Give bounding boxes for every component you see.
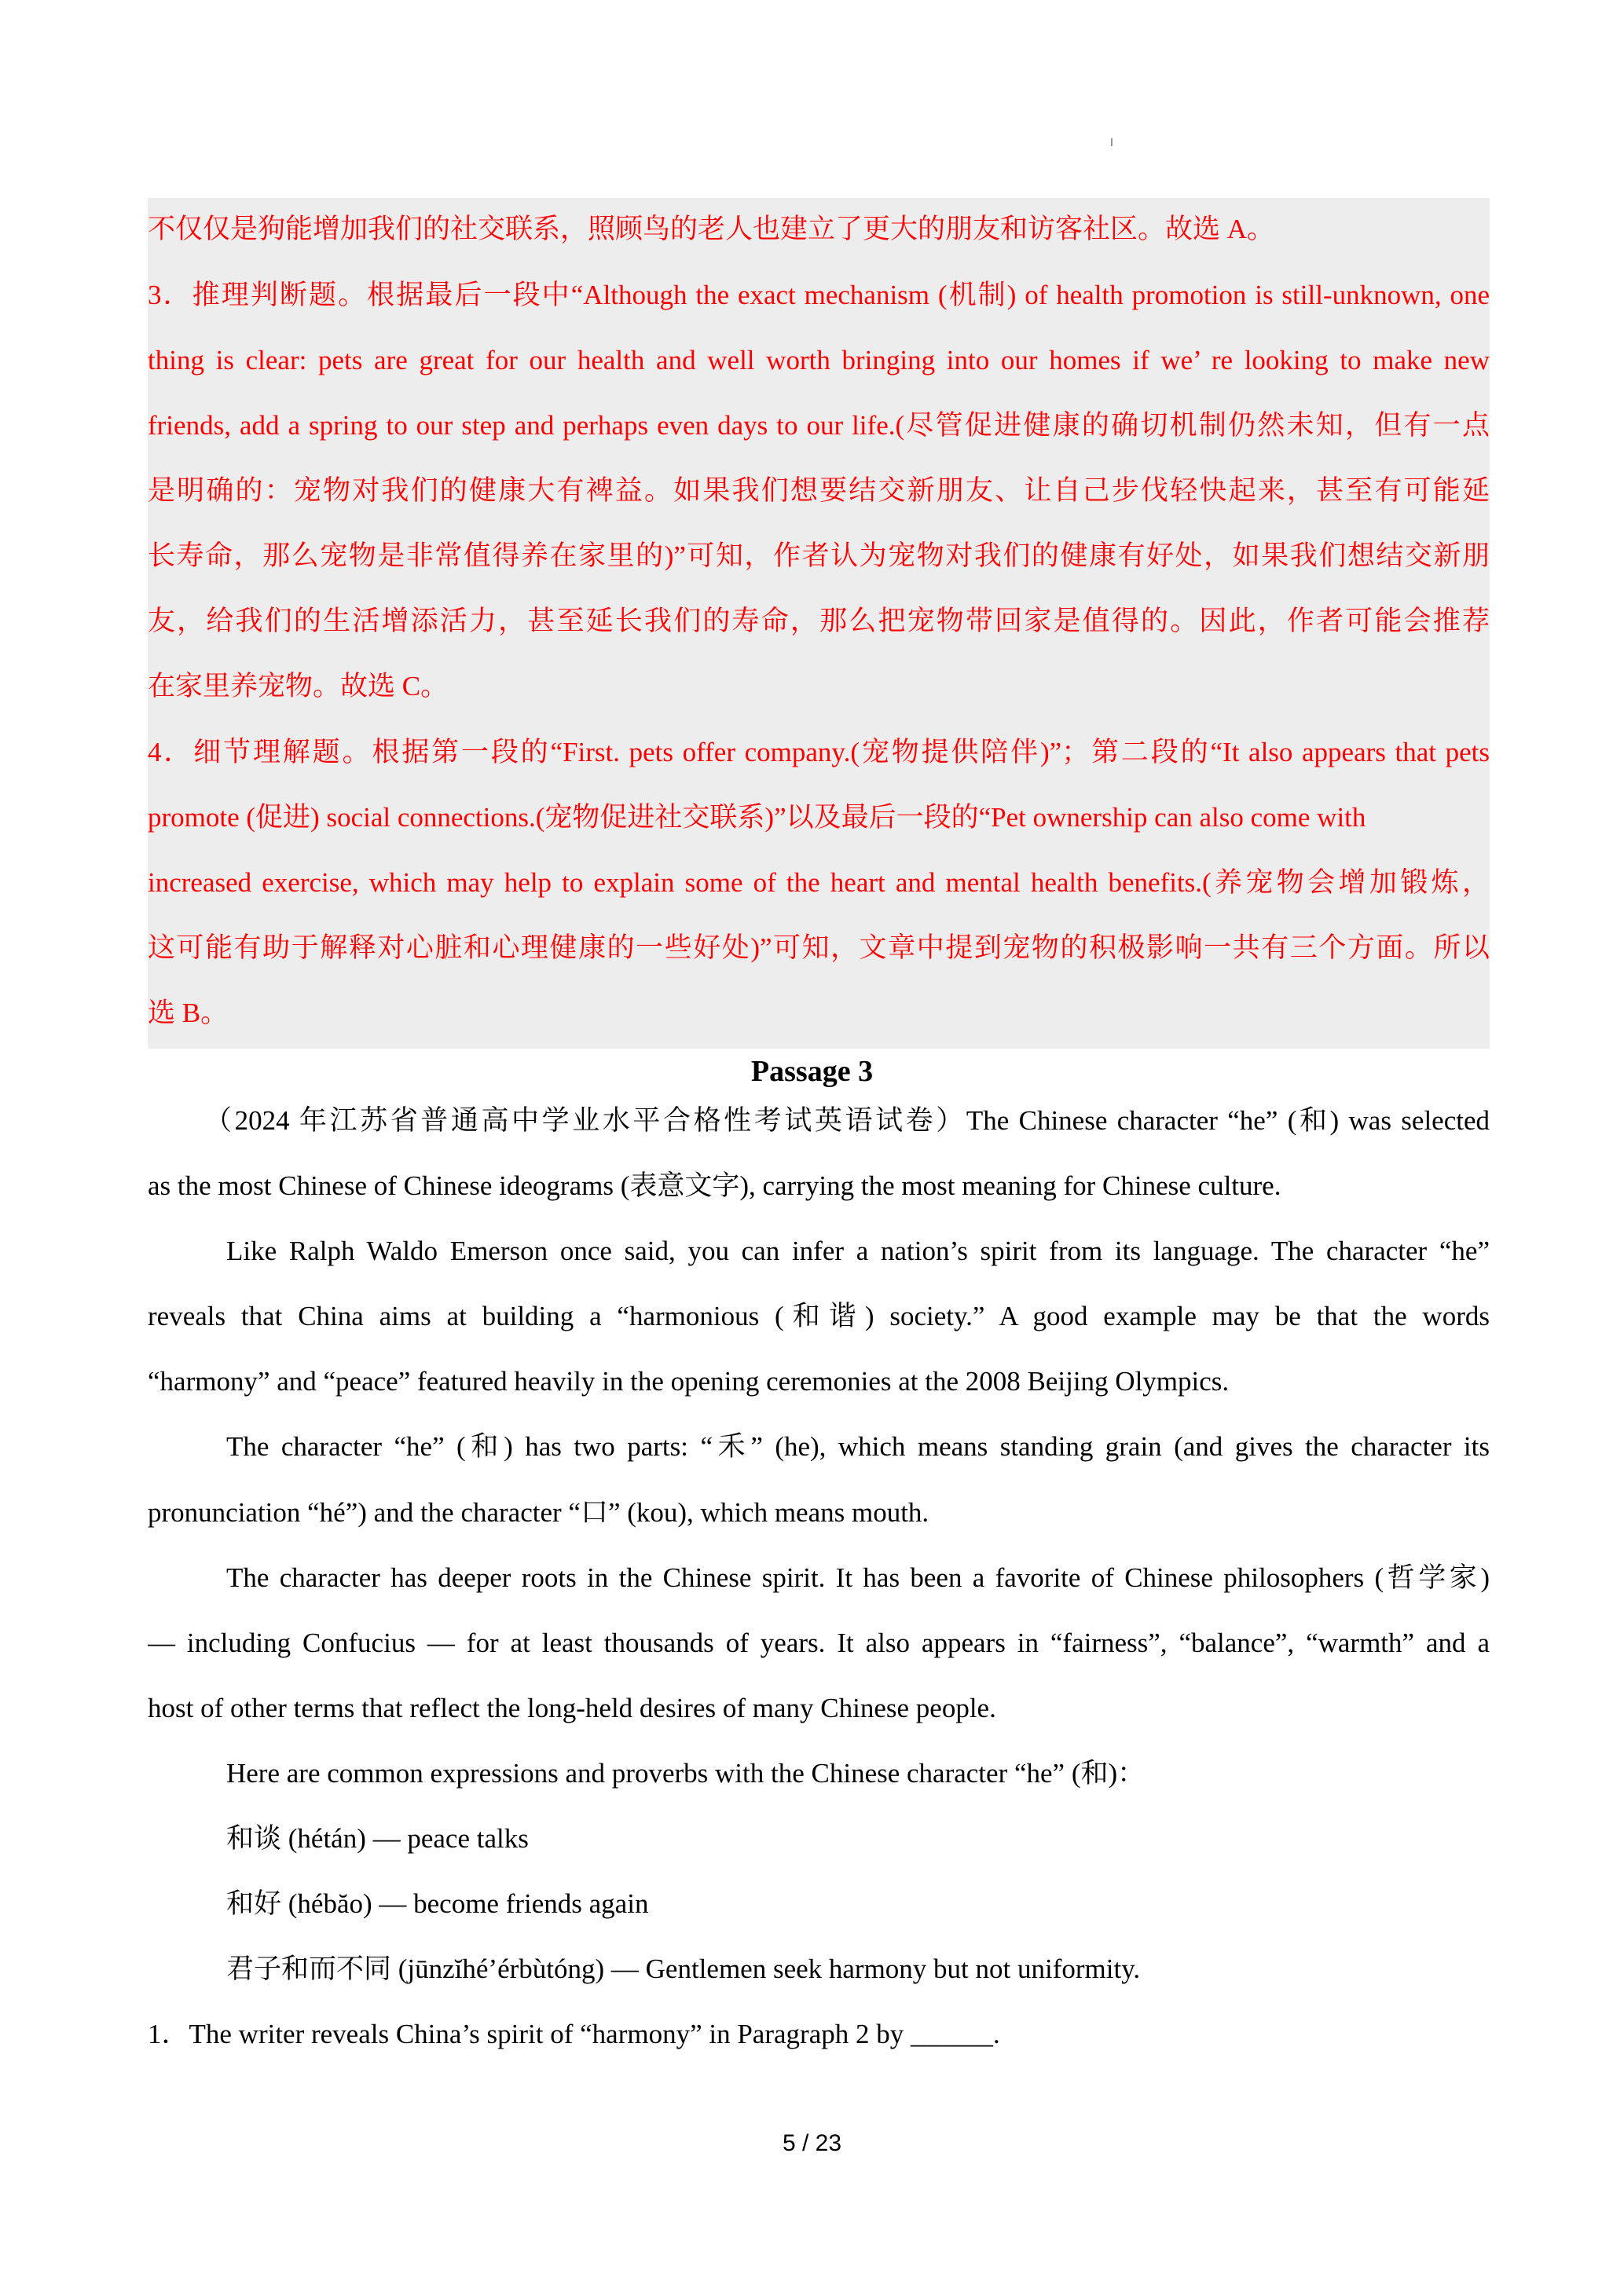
passage-line: reveals that China aims at building a “harmonious (和谐) society.” A good example may be that the words [148, 1301, 1490, 1331]
answer-line: 选 B。 [148, 998, 229, 1028]
question-line: 1．The writer reveals China’s spirit of “harmony” in Paragraph 2 by ______. [148, 2019, 1000, 2049]
answer-line: 4．细节理解题。根据第一段的“First. pets offer company.(宠物提供陪伴)”；第二段的“It also appears that pets [148, 737, 1490, 767]
passage-line: “harmony” and “peace” featured heavily in the opening ceremonies at the 2008 Beijing Olympics. [148, 1366, 1230, 1397]
answer-line: increased exercise, which may help to explain some of the heart and mental health benefits.(养宠物会增加锻炼， [148, 867, 1490, 898]
answer-line: 长寿命，那么宠物是非常值得养在家里的)”可知，作者认为宠物对我们的健康有好处，如果我们想结交新朋 [148, 540, 1490, 571]
passage-line: Like Ralph Waldo Emerson once said, you can infer a nation’s spirit from its language. The character “he” [226, 1236, 1490, 1266]
passage-line: （2024 年江苏省普通高中学业水平合格性考试英语试卷）The Chinese character “he” (和) was selected [204, 1105, 1490, 1136]
passage-line: 君子和而不同 (jūnzĭhé’érbùtóng) — Gentlemen seek harmony but not uniformity. [226, 1954, 1141, 1984]
answer-line: friends, add a spring to our step and perhaps even days to our life.(尽管促进健康的确切机制仍然未知，但有一点 [148, 410, 1490, 441]
answer-line: 不仅仅是狗能增加我们的社交联系，照顾鸟的老人也建立了更大的朋友和访客社区。故选 A。 [148, 214, 1275, 244]
answer-line: 在家里养宠物。故选 C。 [148, 671, 449, 701]
header-mark [1111, 138, 1116, 146]
answer-line: promote (促进) social connections.(宠物促进社交联系)”以及最后一段的“Pet ownership can also come with [148, 802, 1366, 833]
passage-line: pronunciation “hé”) and the character “口” (kou), which means mouth. [148, 1497, 929, 1528]
passage-line: The character has deeper roots in the Chinese spirit. It has been a favorite of Chinese philosophers (哲学家) [226, 1562, 1490, 1593]
passage-line: The character “he” (和) has two parts: “禾” (he), which means standing grain (and gives the character its [226, 1431, 1490, 1462]
passage-line: Here are common expressions and proverbs with the Chinese character “he” (和)： [226, 1758, 1146, 1789]
answer-line: 这可能有助于解释对心脏和心理健康的一些好处)”可知，文章中提到宠物的积极影响一共有三个方面。所以 [148, 932, 1490, 963]
page-number: 5 / 23 [782, 2130, 842, 2156]
passage-line: 和谈 (hétán) — peace talks [226, 1823, 529, 1854]
answer-line: 3．推理判断题。根据最后一段中“Although the exact mechanism (机制) of health promotion is still-unknown, one [148, 280, 1490, 310]
passage-line: 和好 (hébăo) — become friends again [226, 1888, 649, 1919]
answer-line: 是明确的：宠物对我们的健康大有裨益。如果我们想要结交新朋友、让自己步伐轻快起来，甚至有可能延 [148, 475, 1490, 506]
passage-title: Passage 3 [750, 1055, 874, 1088]
passage-line: as the most Chinese of Chinese ideograms (表意文字), carrying the most meaning for Chinese culture. [148, 1170, 1281, 1201]
answer-line: thing is clear: pets are great for our health and well worth bringing into our homes if we’ re looking to make new [148, 345, 1490, 375]
passage-line: — including Confucius — for at least thousands of years. It also appears in “fairness”, “balance”, “warmth” and a [148, 1628, 1490, 1658]
answer-line: 友，给我们的生活增添活力，甚至延长我们的寿命，那么把宠物带回家是值得的。因此，作者可能会推荐 [148, 606, 1490, 636]
passage-line: host of other terms that reflect the long-held desires of many Chinese people. [148, 1693, 996, 1723]
